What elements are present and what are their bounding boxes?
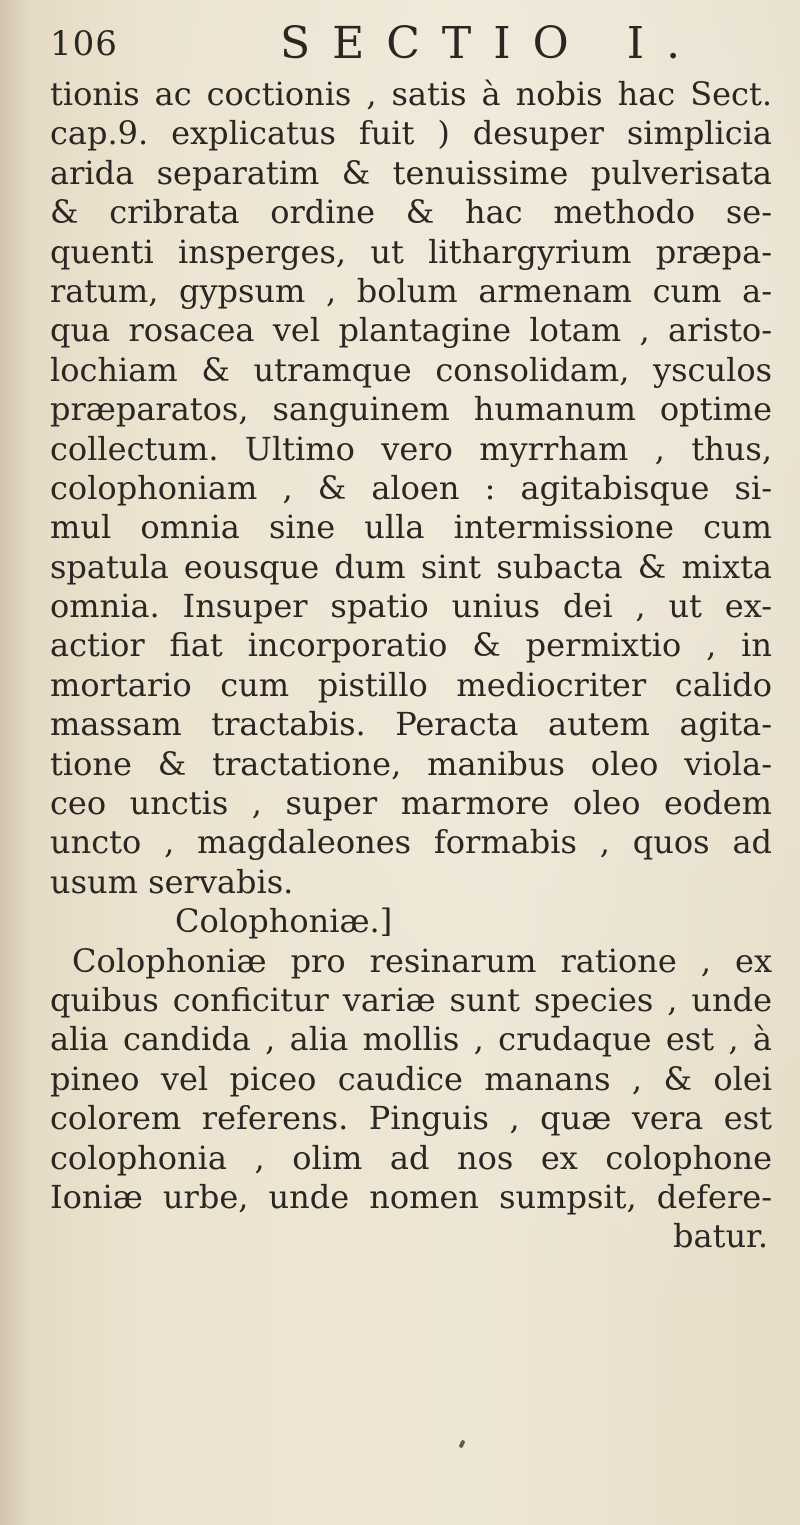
- text-line: quibus conficitur variæ sunt species , unde: [50, 980, 772, 1019]
- text-line: collectum. Ultimo vero myrrham , thus,: [50, 429, 772, 468]
- text-line: alia candida , alia mollis , crudaque est , à: [50, 1020, 772, 1059]
- text-line: lochiam & utramque consolidam, ysculos: [50, 350, 772, 389]
- text-line: & cribrata ordine & hac methodo se-: [50, 193, 772, 232]
- text-line: cap.9. explicatus fuit ) desuper simplicia: [50, 114, 772, 153]
- text-line: quenti insperges, ut lithargyrium præpa-: [50, 232, 772, 271]
- text-line: arida separatim & tenuissime pulverisata: [50, 153, 772, 192]
- text-line: spatula eousque dum sint subacta & mixta: [50, 547, 772, 586]
- text-line: ratum, gypsum , bolum armenam cum a-: [50, 271, 772, 310]
- text-line: massam tractabis. Peracta autem agita-: [50, 705, 772, 744]
- ink-blot: [458, 1440, 465, 1449]
- running-head: [50, 18, 790, 78]
- body-text: [50, 75, 772, 1257]
- text-line: colophoniam , & aloen : agitabisque si-: [50, 468, 772, 507]
- text-line: usum servabis.: [50, 862, 294, 901]
- text-line: pineo vel piceo caudice manans , & olei: [50, 1059, 772, 1098]
- text-line: colophonia , olim ad nos ex colophone: [50, 1138, 772, 1177]
- text-line: tione & tractatione, manibus oleo viola-: [50, 744, 772, 783]
- text-line: uncto , magdaleones formabis , quos ad: [50, 823, 772, 862]
- text-line: mortario cum pistillo mediocriter calido: [50, 665, 772, 704]
- text-line: Colophoniæ pro resinarum ratione , ex: [72, 941, 772, 980]
- page-number: 106: [50, 24, 118, 64]
- text-line: mul omnia sine ulla intermissione cum: [50, 508, 772, 547]
- page-edge-shadow: [0, 0, 30, 1525]
- text-line: actior fiat incorporatio & permixtio , in: [50, 626, 772, 665]
- text-line: colorem referens. Pinguis , quæ vera est: [50, 1099, 772, 1138]
- marginal-heading: Colophoniæ.]: [175, 902, 393, 941]
- section-title: SECTIO I.: [280, 18, 703, 69]
- text-line: Ioniæ urbe, unde nomen sumpsit, defere-: [50, 1177, 772, 1216]
- text-line: omnia. Insuper spatio unius dei , ut ex-: [50, 587, 772, 626]
- text-line: ceo unctis , super marmore oleo eodem: [50, 784, 772, 823]
- text-line: batur.: [673, 1217, 768, 1256]
- text-line: qua rosacea vel plantagine lotam , aristo-: [50, 311, 772, 350]
- text-line: tionis ac coctionis , satis à nobis hac Sect.: [50, 75, 772, 113]
- text-line: præparatos, sanguinem humanum optime: [50, 390, 772, 429]
